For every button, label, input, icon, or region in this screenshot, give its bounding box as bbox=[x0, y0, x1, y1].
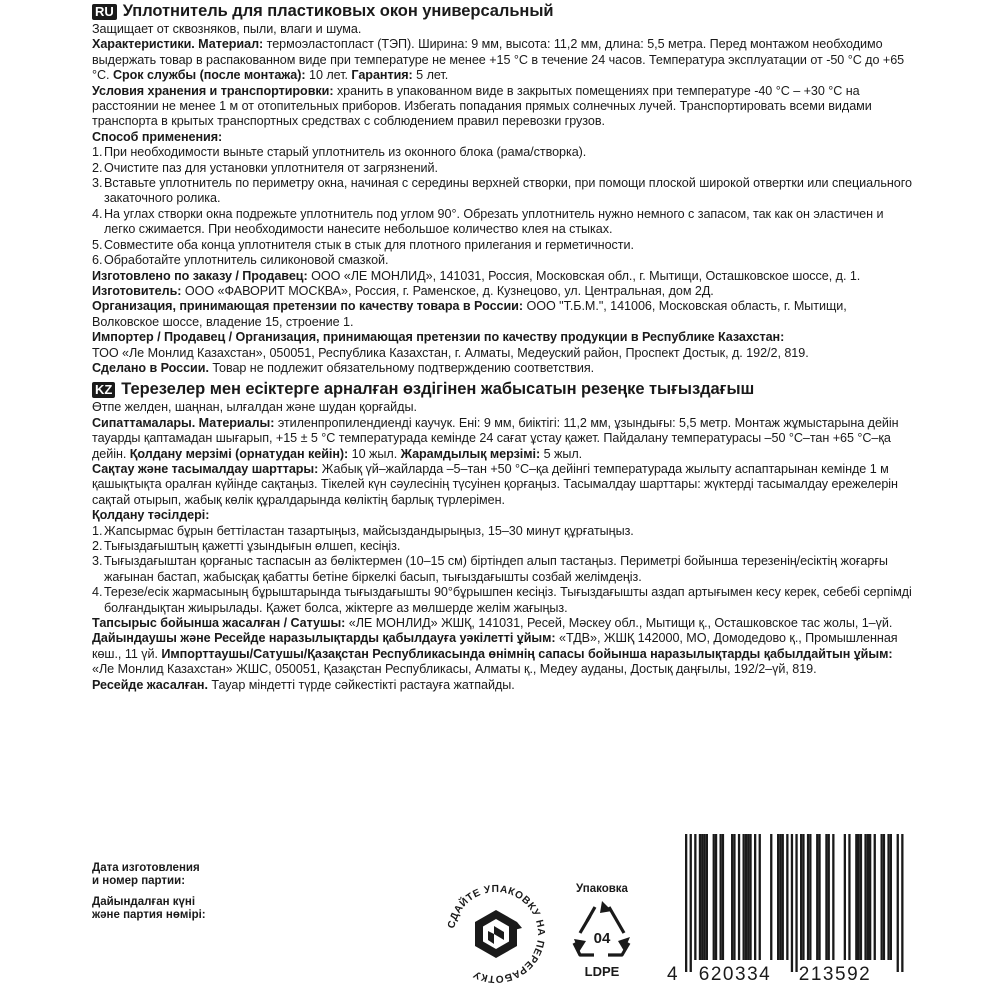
ru-order-label: Изготовлено по заказу / Продавец: bbox=[92, 268, 308, 283]
step-text: Тығыздағыштың қажетті ұзындығын өлшеп, кесіңіз. bbox=[104, 539, 401, 553]
ru-claims bbox=[92, 299, 916, 330]
plastic-material: LDPE bbox=[584, 964, 620, 979]
kz-storage-label: Сақтау және тасымалдау шарттары: bbox=[92, 461, 319, 476]
ru-importer-text: ТОО «Ле Монлид Казахстан», 050051, Республика Казахстан, г. Алматы, Медеуский район, Проспект Достык, д. 192/2, 819. bbox=[92, 345, 809, 360]
barcode-bar bbox=[703, 834, 705, 960]
barcode-bar bbox=[860, 834, 862, 960]
barcode-bar bbox=[749, 834, 751, 960]
kz-made-text: Тауар міндетті түрде сәйкестікті растауға жатпайды. bbox=[211, 677, 515, 692]
kz-char-label: Сипаттамалары. bbox=[92, 415, 196, 430]
kz-storage-text: Жабық үй–жайларда –5–тан +50 °С–қа дейінгі температурада жылыту аспаптарынан кемінде 1 м қашықтықта оралған күйінде сақтаңыз. Тікелей күн сәулесінің түсуінен қорғаңыз. Тасымалдау шарттары: жүктерді тасымалдау ережелерін сақтай отырып, жабық көлік құралдарында көліктің барлық түрлерімен. bbox=[92, 461, 898, 507]
ru-storage-label: Условия хранения и транспортировки: bbox=[92, 83, 334, 98]
barcode-bar bbox=[832, 834, 834, 960]
barcode-bar bbox=[690, 834, 692, 972]
instruction-document bbox=[92, 2, 916, 693]
step-text: Очистите паз для установки уплотнителя от загрязнений. bbox=[104, 160, 438, 175]
kz-warranty-label: Жарамдылық мерзімі: bbox=[400, 446, 541, 461]
list-item bbox=[92, 539, 916, 554]
ru-maker-label: Изготовитель: bbox=[92, 283, 182, 298]
ru-characteristics bbox=[92, 37, 916, 83]
step-number: 4. bbox=[92, 206, 103, 221]
barcode-bar bbox=[897, 834, 899, 972]
list-item bbox=[92, 554, 916, 585]
barcode-digits-right: 213592 bbox=[798, 964, 872, 984]
barcode-bar bbox=[699, 834, 701, 960]
ru-intro: Защищает от сквозняков, пыли, влаги и шума. bbox=[92, 22, 362, 36]
date-label-kz bbox=[92, 896, 292, 922]
kz-maker-label: Дайындаушы және Ресейде наразылықтарды қабылдауға уәкілетті ұйым: bbox=[92, 631, 556, 646]
barcode-bar bbox=[816, 834, 818, 960]
step-number: 4. bbox=[92, 585, 103, 600]
plastic-code: 04 bbox=[593, 930, 611, 947]
barcode-digit-first: 4 bbox=[667, 964, 678, 984]
barcode-bar bbox=[818, 834, 820, 960]
barcode-bar bbox=[786, 834, 788, 960]
step-text: Совместите оба конца уплотнителя стык в стык для плотного прилегания и герметичности. bbox=[104, 237, 634, 252]
ru-importer-label: Импортер / Продавец / Организация, принимающая претензии по качеству продукции в Республике Казахстан: bbox=[92, 330, 785, 345]
ru-storage bbox=[92, 84, 916, 130]
step-number: 3. bbox=[92, 176, 103, 191]
kz-order-label: Тапсырыс бойынша жасалған / Сатушы: bbox=[92, 616, 346, 631]
ru-claims-text: ООО "Т.Б.М.", 141006, Московская область, г. Мытищи, Волковское шоссе, владение 15, строение 1. bbox=[92, 299, 847, 329]
barcode-bar bbox=[825, 834, 827, 960]
barcode-bar bbox=[685, 834, 687, 972]
list-item bbox=[92, 238, 916, 253]
barcode-bar bbox=[713, 834, 715, 960]
barcode-bar bbox=[745, 834, 747, 960]
barcode-bar bbox=[795, 834, 797, 972]
barcode-bar bbox=[733, 834, 735, 960]
section-kz bbox=[92, 380, 916, 693]
barcode-bar bbox=[844, 834, 846, 960]
cube-arrows-icon bbox=[475, 910, 522, 958]
date-label-ru bbox=[92, 862, 292, 888]
kz-intro: Өтпе желден, шаңнан, ылғалдан және шудан қорғайды. bbox=[92, 400, 417, 415]
date-label-kz-line1: Дайындалған күні bbox=[92, 896, 196, 908]
step-text: Обработайте уплотнитель силиконовой смазкой. bbox=[104, 253, 389, 268]
step-text: При необходимости выньте старый уплотнитель из оконного блока (рама/створка). bbox=[104, 145, 587, 160]
barcode-bar bbox=[887, 834, 889, 960]
list-item bbox=[92, 524, 916, 539]
barcode-bar bbox=[858, 834, 860, 960]
barcode-bar bbox=[706, 834, 708, 960]
barcode-bar bbox=[779, 834, 781, 960]
kz-language-badge: KZ bbox=[92, 382, 115, 398]
packaging-marking bbox=[562, 883, 642, 986]
kz-title: Терезелер мен есіктерге арналған өздігінен жабысатын резеңке тығыздағыш bbox=[121, 380, 755, 399]
barcode-bar bbox=[759, 834, 761, 960]
barcode-bar bbox=[855, 834, 857, 960]
kz-life-label: Қолдану мерзімі (орнатудан кейін): bbox=[129, 446, 349, 461]
kz-warranty-value: 5 жыл. bbox=[543, 446, 583, 461]
step-number: 2. bbox=[92, 539, 103, 553]
list-item bbox=[92, 161, 916, 176]
batch-info-labels bbox=[92, 862, 292, 930]
kz-usage-label bbox=[92, 508, 916, 523]
recycling-triangle-icon bbox=[562, 897, 642, 981]
step-number: 3. bbox=[92, 554, 103, 569]
barcode-bar bbox=[807, 834, 809, 960]
kz-order-text: «ЛЕ МОНЛИД» ЖШҚ, 141031, Ресей, Мәскеу обл., Мытищи қ., Осташковское тас жолы, 1–үй. bbox=[348, 616, 893, 631]
barcode-digits-left: 620334 bbox=[698, 964, 772, 984]
ru-order-text: ООО «ЛЕ МОНЛИД», 141031, Россия, Московская обл., г. Мытищи, Осташковское шоссе, д. 1. bbox=[311, 268, 861, 283]
barcode-bar bbox=[864, 834, 866, 960]
ru-made-text: Товар не подлежит обязательному подтверждению соответствия. bbox=[212, 360, 595, 375]
barcode-bar bbox=[791, 834, 793, 972]
step-text: Тығыздағыштан қорғаныс таспасын аз бөліктермен (10–15 см) біртіндеп алып тастаңыз. Периметрі бойынша терезенің/есіктің жоғарғы жағынан бастап, жабысқақ қабатты бетіне біркелкі басып, тығыздағышты созбай желімдеңіз. bbox=[104, 554, 888, 584]
ru-made-in bbox=[92, 361, 916, 376]
list-item bbox=[92, 253, 916, 268]
ru-steps-list bbox=[92, 145, 916, 268]
barcode-bar bbox=[901, 834, 903, 972]
barcode-bar bbox=[754, 834, 756, 960]
step-number: 6. bbox=[92, 253, 103, 268]
step-number: 5. bbox=[92, 237, 103, 252]
step-text: Жапсырмас бұрын беттіластан тазартыңыз, майсыздандырыңыз, 15–30 минут құрғатыңыз. bbox=[104, 523, 634, 538]
ru-usage-label bbox=[92, 130, 916, 145]
kz-usage-heading: Қолдану тәсілдері: bbox=[92, 508, 210, 523]
barcode-bar bbox=[701, 834, 703, 960]
ru-life-label: Срок службы (после монтажа): bbox=[112, 68, 306, 83]
barcode-bar bbox=[777, 834, 779, 960]
barcode-bar bbox=[828, 834, 830, 960]
kz-made-in bbox=[92, 678, 916, 693]
step-number: 1. bbox=[92, 145, 103, 160]
kz-made-label: Ресейде жасалған. bbox=[92, 677, 208, 692]
ru-warranty-value: 5 лет. bbox=[416, 68, 449, 83]
date-label-kz-line2: және партия нөмірі: bbox=[92, 909, 206, 921]
barcode-bar bbox=[722, 834, 724, 960]
kz-heading bbox=[92, 380, 916, 399]
barcode-bar bbox=[883, 834, 885, 960]
step-text: Терезе/есік жармасының бұрыштарында тығыздағышты 90°бұрышпен кесіңіз. Тығыздағышты аздап артығымен кесу керек, себебі серпімді болғандықтан жиырылады. Қажет болса, жіктерге аз мөлшерде желім жағыңыз. bbox=[104, 585, 912, 615]
ean13-barcode bbox=[665, 834, 910, 984]
list-item bbox=[92, 207, 916, 238]
recycle-text: СДАЙТЕ УПАКОВКУ НА ПЕРЕРАБОТКУ bbox=[446, 883, 547, 985]
ru-warranty-label: Гарантия: bbox=[351, 68, 413, 83]
ru-storage-text: хранить в упакованном виде в закрытых помещениях при температуре -40 °С – +30 °С на расстоянии не менее 1 м от отопительных приборов. Избегать попадания прямых солнечных лучей. Транспортировать всеми видами транспорта в крытых транспортных средствах с соблюдением правил перевозки грузов. bbox=[92, 83, 872, 129]
date-label-ru-line1: Дата изготовления bbox=[92, 862, 200, 874]
recycle-packaging-icon bbox=[440, 878, 552, 990]
ru-usage-heading: Способ применения: bbox=[92, 129, 223, 144]
barcode-bar bbox=[809, 834, 811, 960]
barcode-bars bbox=[685, 834, 904, 972]
barcode-bar bbox=[743, 834, 745, 960]
barcode-bar bbox=[715, 834, 717, 960]
barcode-bar bbox=[738, 834, 740, 960]
step-text: На углах створки окна подрежьте уплотнитель под углом 90°. Обрезать уплотнитель нужно немного с запасом, так как он эластичен и легко сжимается. При необходимости нанесите небольшое количество клея на стыках. bbox=[104, 206, 884, 237]
step-number: 1. bbox=[92, 523, 103, 538]
kz-characteristics bbox=[92, 416, 916, 462]
ru-made-label: Сделано в России. bbox=[92, 360, 209, 375]
barcode-bar bbox=[890, 834, 892, 960]
packaging-label: Упаковка bbox=[576, 883, 628, 895]
kz-char-text: этиленпропилендиенді каучук. Ені: 9 мм, биіктігі: 11,2 мм, ұзындығы: 5,5 метр. Монтаж жұмыстарына дейін тауарды қаптамадан шығарып, +15 ± 5 °С температурада кемінде 24 сағат ұстау қажет. Пайдалану температурасы –50 °С–тан +65 °С–қа дейін. bbox=[92, 415, 899, 461]
ru-language-badge: RU bbox=[92, 4, 117, 20]
ru-life-value: 10 лет. bbox=[309, 68, 348, 83]
ru-maker bbox=[92, 284, 916, 299]
kz-importer-label: Импорттаушы/Сатушы/Қазақстан Республикасында өнімнің сапасы бойынша наразылықтарды қабылдайтын ұйым: bbox=[161, 646, 893, 661]
barcode-bar bbox=[694, 834, 696, 960]
ru-heading bbox=[92, 2, 916, 21]
barcode-bar bbox=[848, 834, 850, 960]
section-ru bbox=[92, 2, 916, 376]
step-text: Вставьте уплотнитель по периметру окна, начиная с середины верхней створки, при помощи плоской широкой отвертки или специального закаточного ролика. bbox=[104, 176, 912, 206]
list-item bbox=[92, 176, 916, 207]
ru-material-label: Материал: bbox=[198, 37, 264, 52]
barcode-bar bbox=[782, 834, 784, 960]
barcode-bar bbox=[800, 834, 802, 960]
barcode-bar bbox=[731, 834, 733, 960]
barcode-bar bbox=[867, 834, 869, 960]
kz-storage bbox=[92, 462, 916, 508]
barcode-bar bbox=[802, 834, 804, 960]
barcode-bar bbox=[770, 834, 772, 960]
barcode-bar bbox=[881, 834, 883, 960]
barcode-bar bbox=[869, 834, 871, 960]
date-label-ru-line2: и номер партии: bbox=[92, 875, 186, 887]
barcode-bar bbox=[720, 834, 722, 960]
kz-order bbox=[92, 616, 916, 678]
kz-importer-text: «Ле Монлид Казахстан» ЖШС, 050051, Қазақстан Республикасы, Алматы қ., Медеу ауданы, Достық даңғылы, 192/2–үй, 819. bbox=[92, 662, 817, 677]
barcode-bar bbox=[747, 834, 749, 960]
kz-material-label: Материалы: bbox=[198, 415, 275, 430]
ru-order bbox=[92, 269, 916, 284]
list-item bbox=[92, 145, 916, 160]
ru-claims-label: Организация, принимающая претензии по качеству товара в России: bbox=[92, 299, 524, 314]
list-item bbox=[92, 585, 916, 616]
ru-maker-text: ООО «ФАВОРИТ МОСКВА», Россия, г. Раменское, д. Кузнецово, ул. Центральная, дом 2Д. bbox=[184, 283, 714, 298]
ru-title: Уплотнитель для пластиковых окон универсальный bbox=[122, 2, 554, 20]
barcode-bar bbox=[874, 834, 876, 960]
kz-life-value: 10 жыл. bbox=[351, 446, 398, 461]
ru-importer bbox=[92, 330, 916, 361]
kz-steps-list bbox=[92, 524, 916, 616]
step-number: 2. bbox=[92, 160, 103, 175]
kz-maker-text: «ТДВ», ЖШҚ 142000, МО, Домодедово қ., Промышленная көш., 11 үй. bbox=[92, 631, 898, 661]
ru-char-label: Характеристики. bbox=[92, 37, 195, 52]
ru-char-text: термоэластопласт (ТЭП). Ширина: 9 мм, высота: 11,2 мм, длина: 5,5 метра. Перед монтажом необходимо выдержать товар в распакованном виде при температуре не менее +15 °С в течение 24 часов. Температура эксплуатации от -50 °С до +65 °С. bbox=[92, 37, 905, 83]
